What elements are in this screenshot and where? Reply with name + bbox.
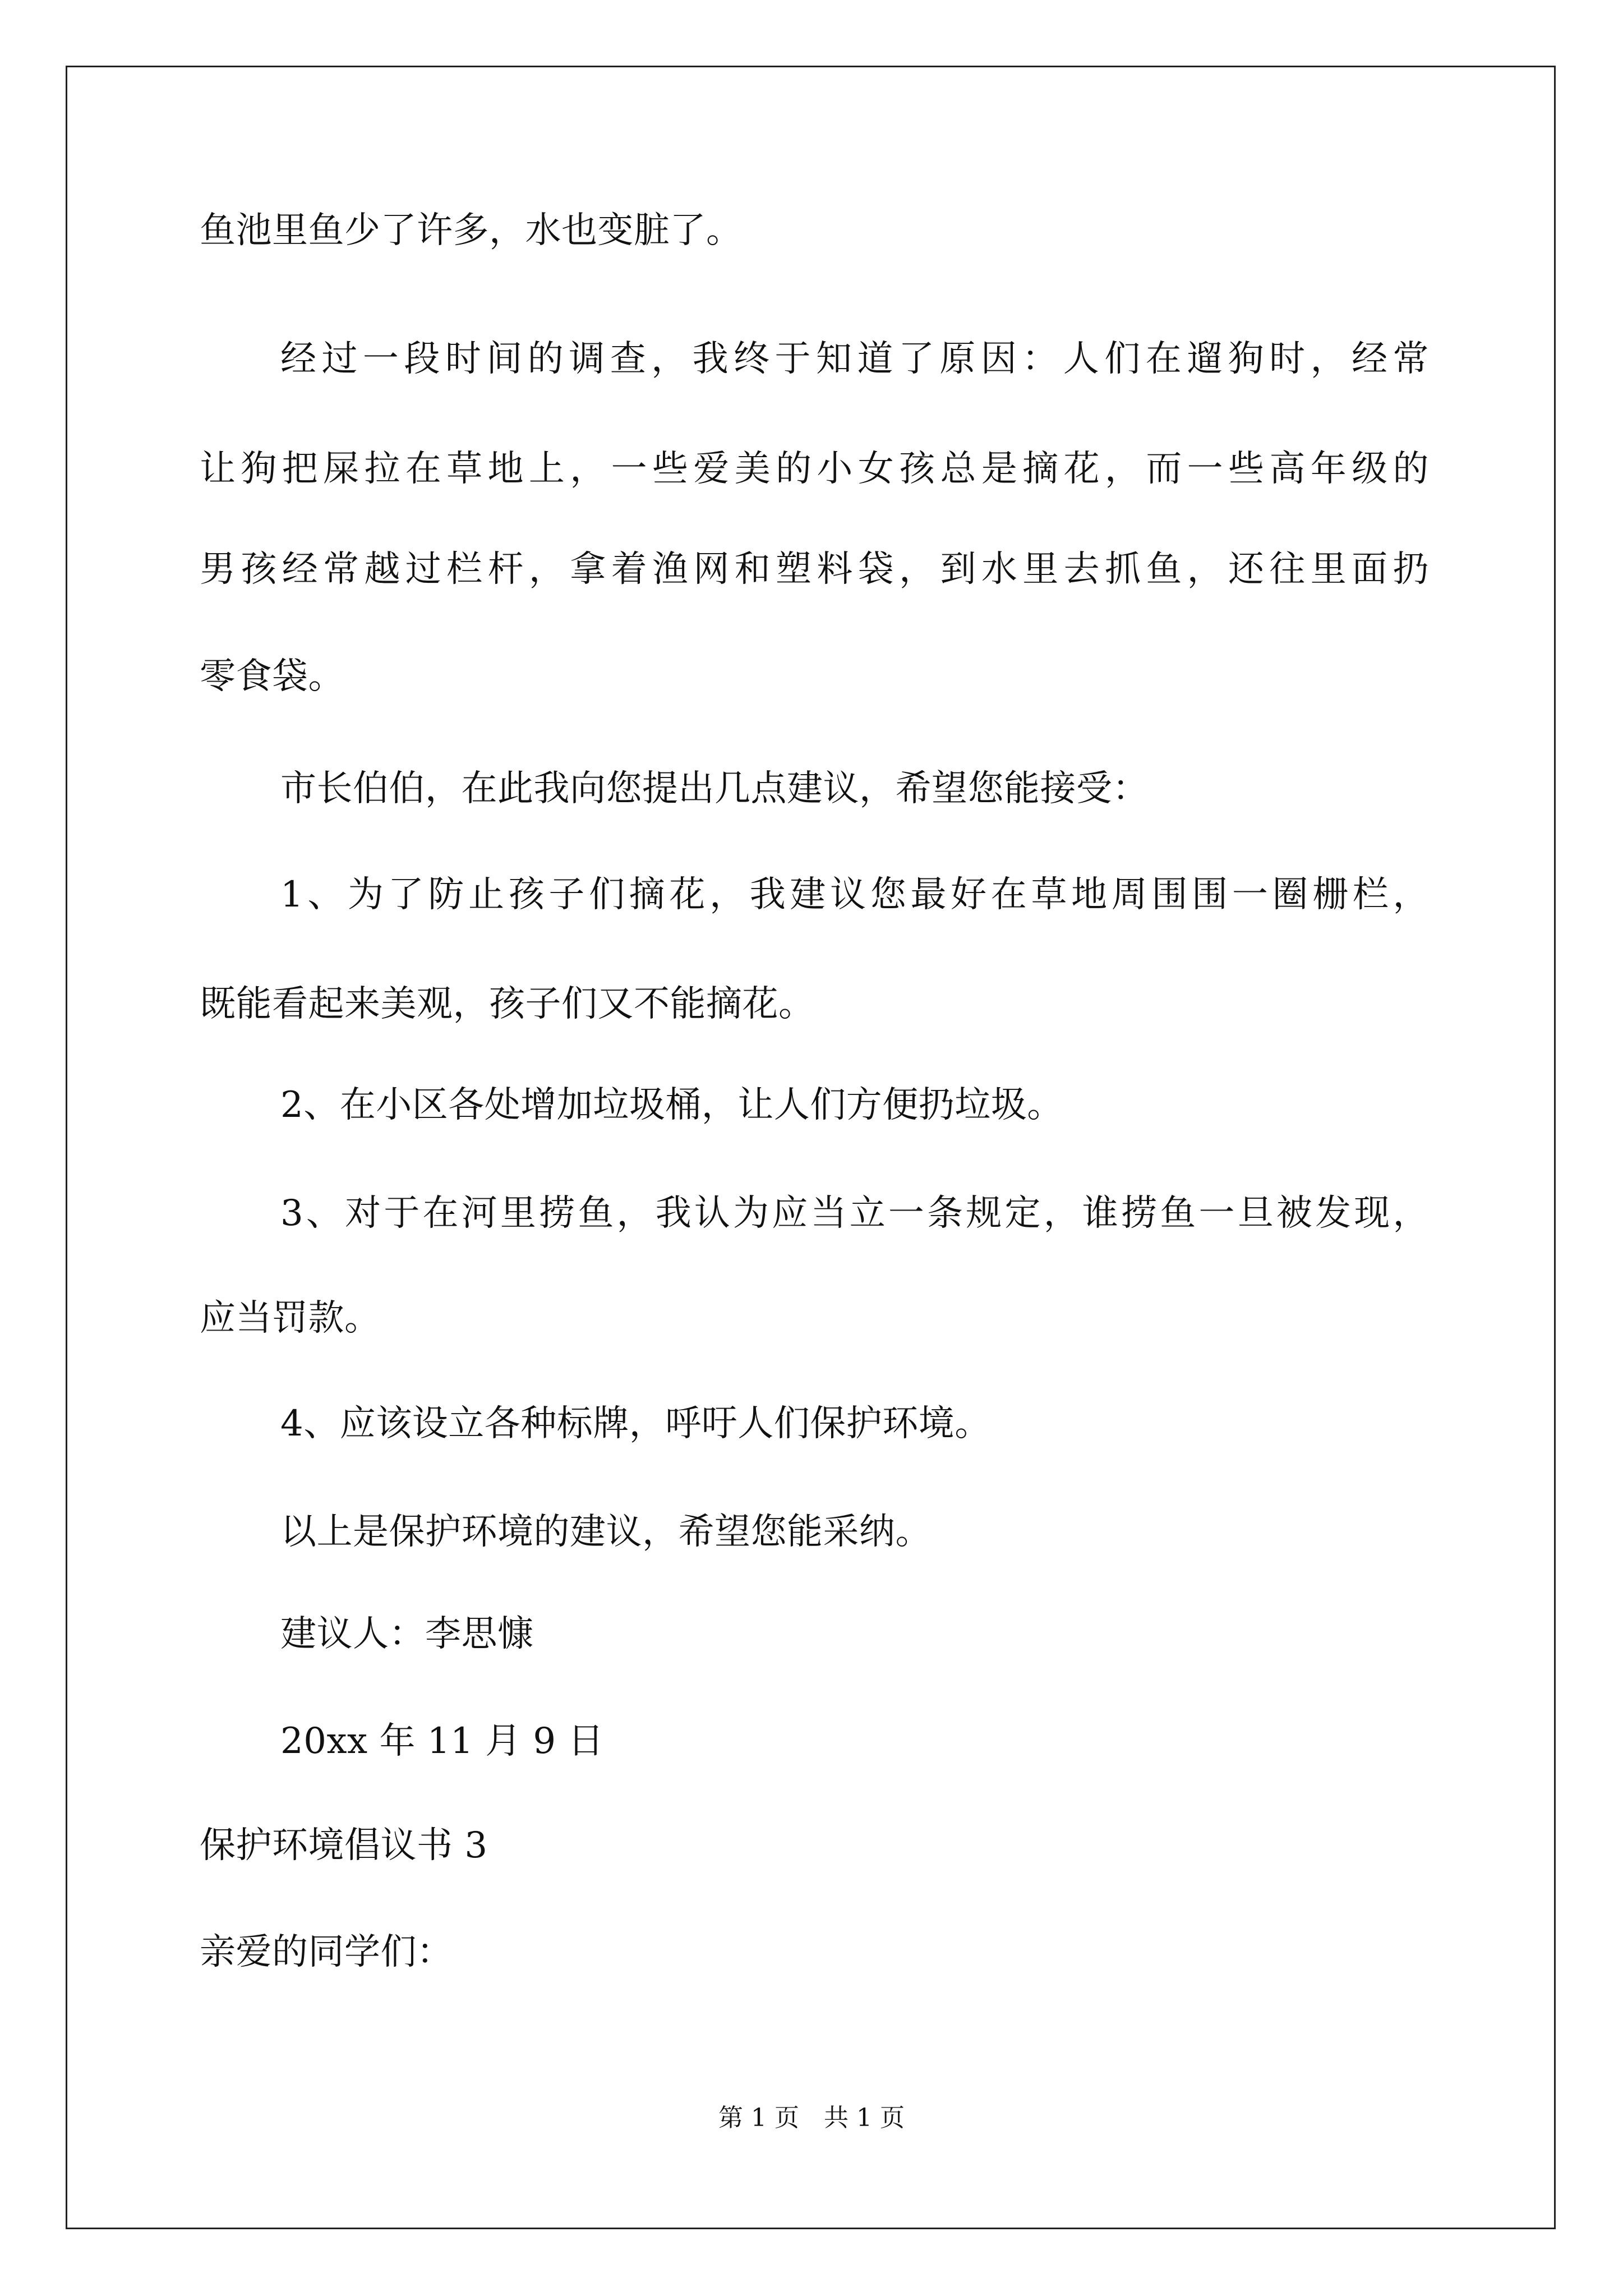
- date-line: 20xx 年 11 月 9 日: [280, 1720, 604, 1762]
- paragraph-line: 零食袋。: [200, 656, 344, 697]
- signature-line: 建议人：李思慷: [280, 1613, 534, 1655]
- page-border: [66, 66, 1556, 2229]
- section-heading: 保护环境倡议书 3: [200, 1825, 488, 1866]
- paragraph-line: 2、在小区各处增加垃圾桶，让人们方便扔垃圾。: [280, 1084, 1063, 1126]
- paragraph-line: 男孩经常越过栏杆，拿着渔网和塑料袋，到水里去抓鱼，还往里面扔: [200, 549, 1429, 590]
- page-footer: 第 1 页 共 1 页: [718, 2104, 905, 2132]
- paragraph-line: 经过一段时间的调查，我终于知道了原因：人们在遛狗时，经常: [280, 338, 1429, 380]
- paragraph-line: 既能看起来美观，孩子们又不能摘花。: [200, 983, 815, 1025]
- paragraph-line: 鱼池里鱼少了许多，水也变脏了。: [200, 210, 743, 251]
- paragraph-line: 让狗把屎拉在草地上，一些爱美的小女孩总是摘花，而一些高年级的: [200, 448, 1429, 490]
- paragraph-line: 4、应该设立各种标牌，呼吁人们保护环境。: [280, 1403, 991, 1444]
- paragraph-line: 1、为了防止孩子们摘花，我建议您最好在草地周围围一圈栅栏，: [280, 874, 1429, 915]
- paragraph-line: 应当罚款。: [200, 1297, 381, 1339]
- paragraph-line: 3、对于在河里捞鱼，我认为应当立一条规定，谁捞鱼一旦被发现，: [280, 1193, 1429, 1234]
- paragraph-line: 以上是保护环境的建议，希望您能采纳。: [280, 1511, 932, 1553]
- salutation-line: 亲爱的同学们：: [200, 1931, 453, 1973]
- paragraph-line: 市长伯伯，在此我向您提出几点建议，希望您能接受：: [280, 768, 1149, 809]
